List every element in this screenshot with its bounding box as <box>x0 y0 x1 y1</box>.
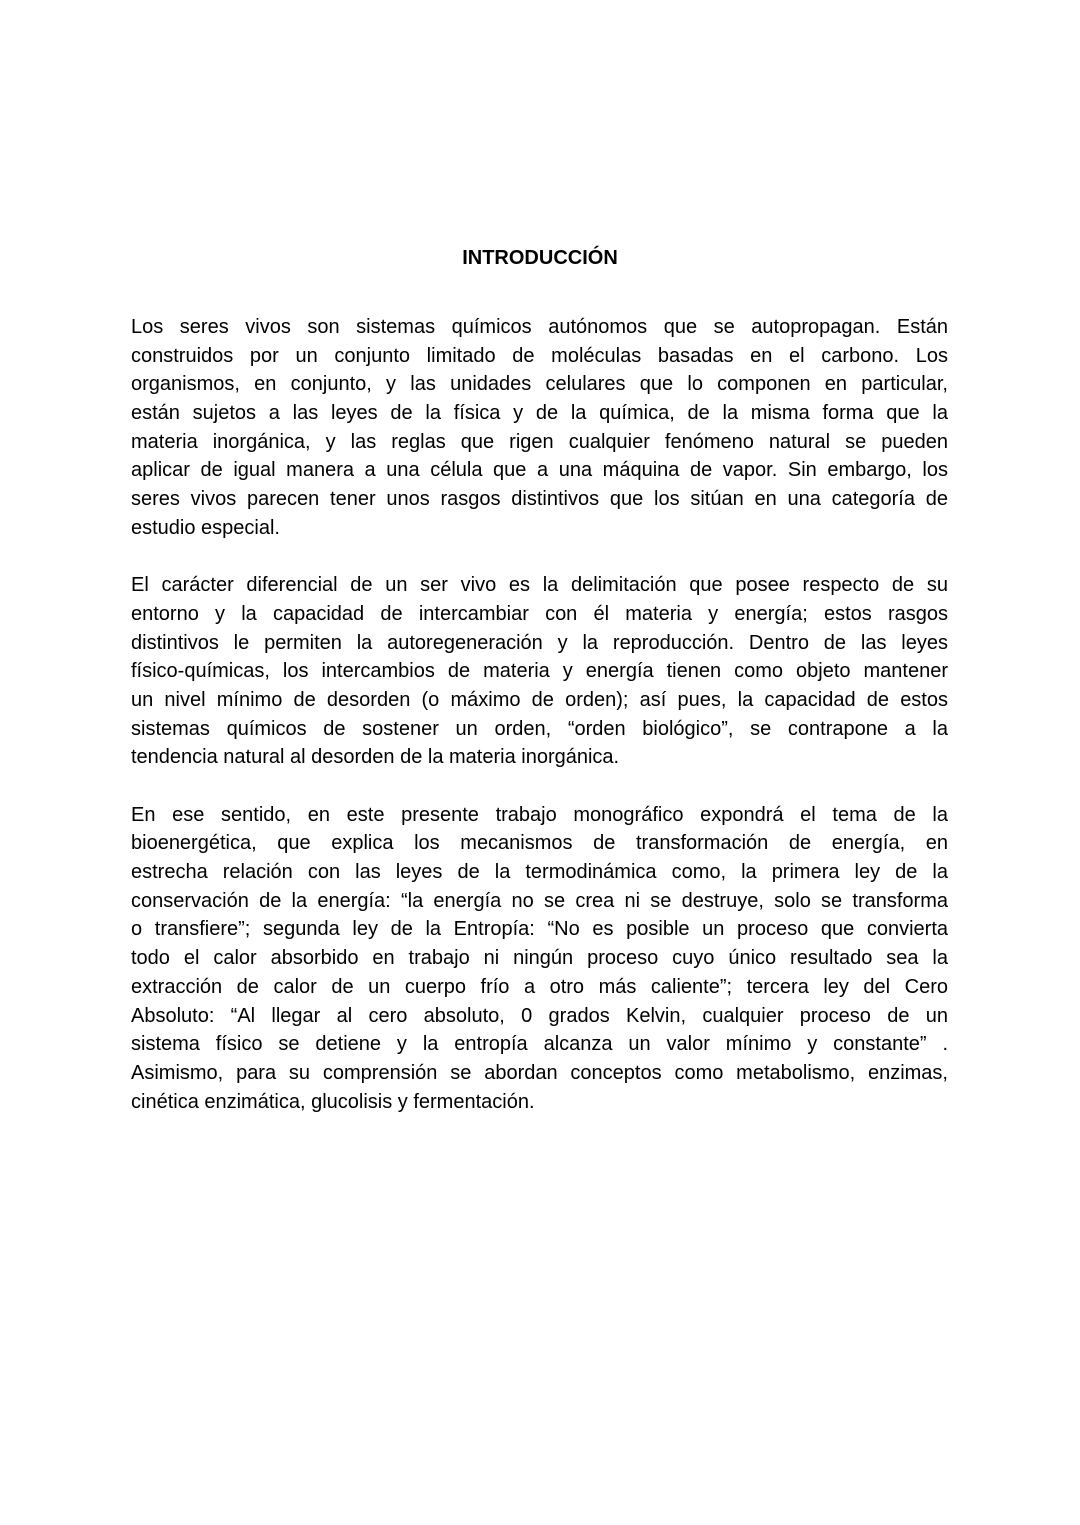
paragraph-line: físico-químicas, los intercambios de materia y energía tienen como objeto mantener <box>131 660 948 683</box>
paragraph-line: sistema físico se detiene y la entropía alcanza un valor mínimo y constante” . <box>131 1033 948 1056</box>
paragraph-line: tendencia natural al desorden de la materia inorgánica. <box>131 746 620 769</box>
paragraph-line: Los seres vivos son sistemas químicos autónomos que se autopropagan. Están <box>131 316 948 338</box>
paragraph-line: aplicar de igual manera a una célula que a una máquina de vapor. Sin embargo, los <box>131 459 948 482</box>
paragraph <box>131 801 948 1117</box>
paragraph-line: sistemas químicos de sostener un orden, “orden biológico”, se contrapone a la <box>131 717 948 740</box>
paragraph-line: organismos, en conjunto, y las unidades celulares que lo componen en particular, <box>131 373 948 396</box>
paragraph-line: En ese sentido, en este presente trabajo monográfico expondrá el tema de la <box>131 803 948 826</box>
paragraph-line: seres vivos parecen tener unos rasgos distintivos que los sitúan en una categoría de <box>131 488 948 511</box>
paragraph-line: El carácter diferencial de un ser vivo es la delimitación que posee respecto de su <box>131 574 948 597</box>
paragraph-line: materia inorgánica, y las reglas que rigen cualquier fenómeno natural se pueden <box>131 430 948 453</box>
paragraph-line: construidos por un conjunto limitado de moléculas basadas en el carbono. Los <box>131 344 948 367</box>
paragraph-line: bioenergética, que explica los mecanismos de transformación de energía, en <box>131 832 948 855</box>
paragraph-line: están sujetos a las leyes de la física y de la química, de la misma forma que la <box>131 402 948 425</box>
paragraph-line: estrecha relación con las leyes de la termodinámica como, la primera ley de la <box>131 861 948 884</box>
paragraph-line: conservación de la energía: “la energía no se crea ni se destruye, solo se transforma <box>131 889 948 912</box>
paragraph-line: entorno y la capacidad de intercambiar con él materia y energía; estos rasgos <box>131 602 948 625</box>
paragraph <box>131 571 948 772</box>
paragraph-line: un nivel mínimo de desorden (o máximo de orden); así pues, la capacidad de estos <box>131 688 948 711</box>
paragraph-line: Absoluto: “Al llegar al cero absoluto, 0 grados Kelvin, cualquier proceso de un <box>131 1004 948 1027</box>
paragraph-line: cinética enzimática, glucolisis y fermentación. <box>131 1090 535 1113</box>
document-body <box>131 313 948 1145</box>
paragraph <box>131 313 948 543</box>
paragraph-line: Asimismo, para su comprensión se abordan conceptos como metabolismo, enzimas, <box>131 1061 948 1084</box>
paragraph-line: todo el calor absorbido en trabajo ni ningún proceso cuyo único resultado sea la <box>131 947 948 970</box>
paragraph-line: extracción de calor de un cuerpo frío a otro más caliente”; tercera ley del Cero <box>131 975 948 998</box>
page-title: INTRODUCCIÓN <box>462 247 618 269</box>
paragraph-line: distintivos le permiten la autoregeneración y la reproducción. Dentro de las leyes <box>131 631 948 654</box>
paragraph-line: estudio especial. <box>131 516 280 539</box>
paragraph-line: o transfiere”; segunda ley de la Entropía: “No es posible un proceso que convierta <box>131 918 948 941</box>
